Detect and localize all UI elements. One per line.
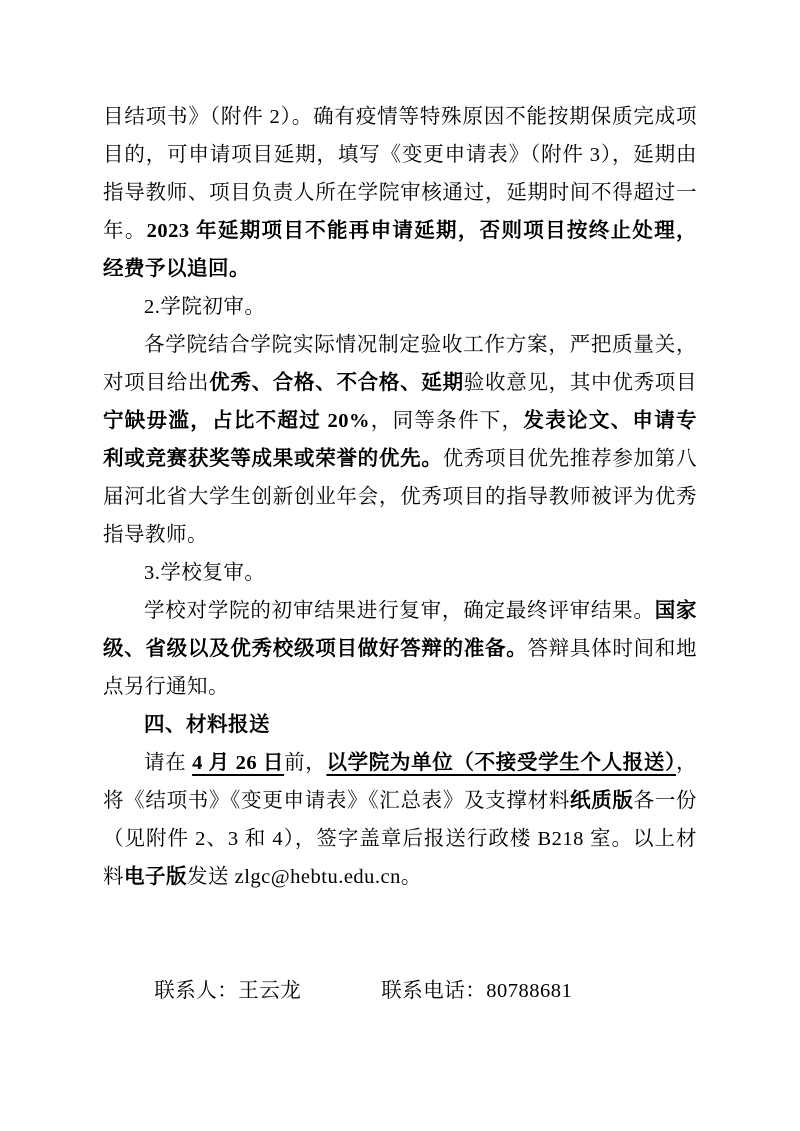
- text-run: 各学院结合学院实际情况制定验收工作方案，严把质量关，对项目给出: [103, 334, 697, 394]
- document-body: [103, 98, 697, 1010]
- paragraph-material-submission-detail: [103, 744, 697, 896]
- email-text: 发送 zlgc@hebtu.edu.cn。: [187, 866, 422, 888]
- text-run: ，将《结项书》《变更申请表》《汇总表》及支撑材料: [103, 752, 698, 812]
- paragraph-project-extension: [103, 98, 697, 288]
- paragraph-school-review-detail: [103, 592, 697, 706]
- text-run-bold: 宁缺毋滥，占比不超过 20%: [103, 410, 370, 432]
- text-run: 2.学院初审。: [144, 296, 266, 318]
- text-run-bold: 发表论文、申请专利或竞赛获奖等成果或荣誉的优先。: [103, 410, 698, 470]
- text-run: 请在: [144, 752, 193, 774]
- deadline-date-text: 4 月 26 日: [192, 752, 285, 774]
- text-run: 验收意见，其中优秀项目: [463, 372, 698, 394]
- text-run-bold: 国家级、省级以及优秀校级项目做好答辩的准备。: [103, 600, 697, 660]
- paragraph-contact-info: [103, 972, 697, 1010]
- text-run: 学校对学院的初审结果进行复审，确定最终评审结果。: [144, 600, 655, 622]
- text-run: 目结项书》（附件 2）。确有疫情等特殊原因不能按期保质完成项目的，可申请项目延期，填写《变更申请表》（附件 3），延期由指导教师、项目负责人所在学院审核通过，延期时间不得超过一年。: [103, 106, 697, 242]
- paragraph-college-review-detail: [103, 326, 697, 554]
- text-run: 各一份（见附件 2、3 和 4），签字盖章后报送行政楼 B218 室。以上材料: [103, 790, 698, 888]
- heading-college-initial-review: [103, 288, 697, 326]
- heading-school-final-review: [103, 554, 697, 592]
- text-run-bold: 2023 年延期项目不能再申请延期，否则项目按终止处理，经费予以追回。: [103, 220, 698, 280]
- text-run-bold: 优秀、合格、不合格、延期: [209, 372, 464, 394]
- text-run: ，同等条件下，: [369, 410, 524, 432]
- text-run: 前，: [284, 752, 327, 774]
- text-run: 答辩具体时间和地点另行通知。: [103, 638, 698, 698]
- text-run: 3.学校复审。: [144, 562, 266, 584]
- contact-phone-text: 联系电话：80788681: [381, 980, 573, 1002]
- text-run: 优秀项目优先推荐参加第八届河北省大学生创新创业年会，优秀项目的指导教师被评为优秀指导教师。: [103, 448, 698, 546]
- text-run-bold: 四、材料报送: [144, 714, 270, 736]
- submission-unit-text: 以学院为单位（不接受学生个人报送）: [326, 752, 677, 774]
- text-run-bold: 纸质版: [570, 790, 634, 812]
- contact-person-text: 联系人：王云龙: [154, 980, 302, 1002]
- heading-material-submission: [103, 706, 697, 744]
- text-run-bold: 电子版: [124, 866, 187, 888]
